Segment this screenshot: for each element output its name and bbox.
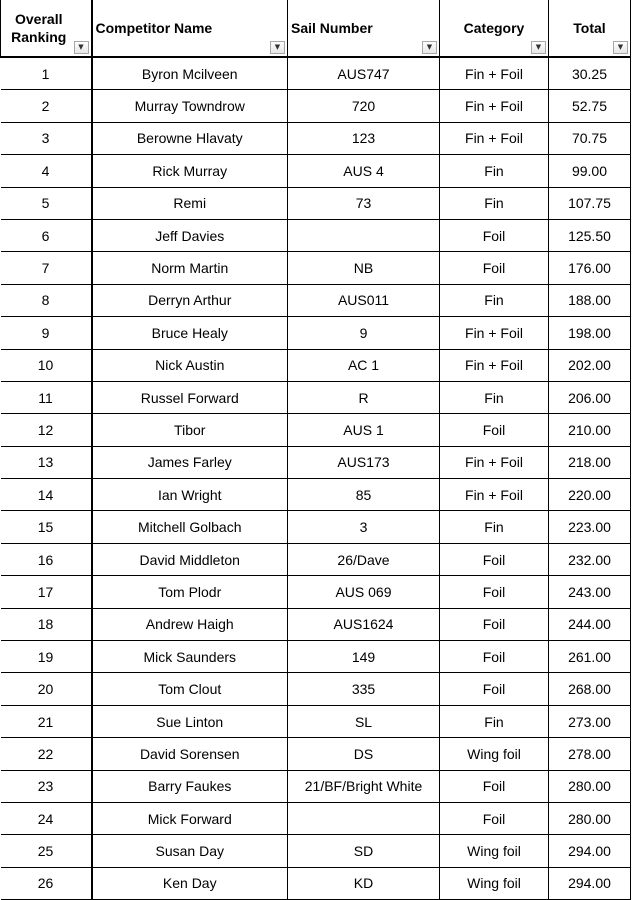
competitor-name-cell[interactable]: Ken Day (92, 867, 288, 899)
competitor-name-cell[interactable]: Mick Forward (92, 802, 288, 834)
competitor-name-cell[interactable]: Derryn Arthur (92, 284, 288, 316)
rank-cell[interactable]: 22 (1, 738, 92, 770)
table-row (1, 608, 631, 640)
category-cell[interactable]: Foil (440, 576, 549, 608)
table-row (1, 867, 631, 899)
competitor-name-cell[interactable]: Murray Towndrow (92, 90, 288, 122)
chevron-down-icon[interactable]: ▼ (422, 41, 437, 54)
category-cell[interactable]: Foil (440, 252, 549, 284)
category-cell[interactable]: Foil (440, 770, 549, 802)
sail-number-cell[interactable]: AUS 069 (288, 576, 440, 608)
header-row (1, 0, 631, 57)
category-cell[interactable]: Fin (440, 705, 549, 737)
table-row (1, 155, 631, 187)
category-cell[interactable]: Foil (440, 543, 549, 575)
competitor-name-cell[interactable]: Tom Clout (92, 673, 288, 705)
total-cell[interactable]: 294.00 (549, 835, 631, 867)
sail-number-cell[interactable]: 21/BF/Bright White (288, 770, 440, 802)
competitor-name-cell[interactable]: David Sorensen (92, 738, 288, 770)
category-cell[interactable]: Wing foil (440, 835, 549, 867)
table-row (1, 802, 631, 834)
rank-cell[interactable]: 23 (1, 770, 92, 802)
competitor-name-cell[interactable]: James Farley (92, 446, 288, 478)
category-cell[interactable]: Fin (440, 155, 549, 187)
table-row (1, 122, 631, 154)
rank-cell[interactable]: 24 (1, 802, 92, 834)
category-cell[interactable]: Fin + Foil (440, 446, 549, 478)
competitor-name-cell[interactable]: Mick Saunders (92, 641, 288, 673)
category-cell[interactable]: Fin + Foil (440, 479, 549, 511)
rank-cell[interactable]: 17 (1, 576, 92, 608)
rank-cell[interactable]: 7 (1, 252, 92, 284)
sail-number-cell[interactable]: AUS747 (288, 57, 440, 90)
sail-number-cell[interactable]: 73 (288, 187, 440, 219)
sail-number-cell[interactable]: 9 (288, 317, 440, 349)
total-cell[interactable]: 30.25 (549, 57, 631, 90)
table-row (1, 252, 631, 284)
rank-cell[interactable]: 14 (1, 479, 92, 511)
competitor-name-cell[interactable]: Remi (92, 187, 288, 219)
header-sail-number[interactable] (288, 0, 440, 57)
header-label: Total (573, 20, 606, 36)
competitor-name-cell[interactable]: Norm Martin (92, 252, 288, 284)
sail-number-cell[interactable]: AUS173 (288, 446, 440, 478)
header-total[interactable] (549, 0, 631, 57)
sail-number-cell[interactable]: 720 (288, 90, 440, 122)
competitor-name-cell[interactable]: Barry Faukes (92, 770, 288, 802)
sail-number-cell[interactable]: NB (288, 252, 440, 284)
sail-number-cell[interactable]: SD (288, 835, 440, 867)
competitor-name-cell[interactable]: Byron Mcilveen (92, 57, 288, 90)
rank-cell[interactable]: 11 (1, 381, 92, 413)
total-cell[interactable]: 220.00 (549, 479, 631, 511)
competitor-name-cell[interactable]: Sue Linton (92, 705, 288, 737)
rank-cell[interactable]: 5 (1, 187, 92, 219)
table-row (1, 317, 631, 349)
chevron-down-icon[interactable]: ▼ (531, 41, 546, 54)
sail-number-cell[interactable]: AUS1624 (288, 608, 440, 640)
sail-number-cell[interactable]: 26/Dave (288, 543, 440, 575)
table-row (1, 284, 631, 316)
category-cell[interactable]: Fin (440, 187, 549, 219)
rank-cell[interactable]: 10 (1, 349, 92, 381)
table-row (1, 673, 631, 705)
table-row (1, 835, 631, 867)
competitor-name-cell[interactable]: Tibor (92, 414, 288, 446)
rank-cell[interactable]: 25 (1, 835, 92, 867)
header-category[interactable] (440, 0, 549, 57)
sail-number-cell[interactable] (288, 802, 440, 834)
category-cell[interactable]: Foil (440, 414, 549, 446)
sail-number-cell[interactable]: AUS011 (288, 284, 440, 316)
rank-cell[interactable]: 4 (1, 155, 92, 187)
table-row (1, 738, 631, 770)
table-row (1, 187, 631, 219)
competitor-name-cell[interactable]: Berowne Hlavaty (92, 122, 288, 154)
category-cell[interactable]: Fin + Foil (440, 90, 549, 122)
sail-number-cell[interactable]: 3 (288, 511, 440, 543)
chevron-down-icon[interactable]: ▼ (613, 41, 628, 54)
category-cell[interactable]: Fin (440, 511, 549, 543)
sail-number-cell[interactable]: SL (288, 705, 440, 737)
total-cell[interactable]: 244.00 (549, 608, 631, 640)
total-cell[interactable]: 268.00 (549, 673, 631, 705)
table-row (1, 57, 631, 90)
category-cell[interactable]: Foil (440, 219, 549, 251)
rank-cell[interactable]: 3 (1, 122, 92, 154)
sail-number-cell[interactable]: AUS 1 (288, 414, 440, 446)
header-label: Overall Ranking (11, 11, 67, 45)
total-cell[interactable]: 70.75 (549, 122, 631, 154)
sail-number-cell[interactable]: 149 (288, 641, 440, 673)
sail-number-cell[interactable]: 123 (288, 122, 440, 154)
category-cell[interactable]: Fin + Foil (440, 57, 549, 90)
competitor-name-cell[interactable]: Russel Forward (92, 381, 288, 413)
total-cell[interactable]: 278.00 (549, 738, 631, 770)
competitor-name-cell[interactable]: Mitchell Golbach (92, 511, 288, 543)
total-cell[interactable]: 99.00 (549, 155, 631, 187)
header-label: Sail Number (291, 20, 373, 36)
competitor-name-cell[interactable]: Bruce Healy (92, 317, 288, 349)
rank-cell[interactable]: 21 (1, 705, 92, 737)
competitor-name-cell[interactable]: Rick Murray (92, 155, 288, 187)
competitor-name-cell[interactable]: Tom Plodr (92, 576, 288, 608)
total-cell[interactable]: 280.00 (549, 770, 631, 802)
category-cell[interactable]: Fin (440, 284, 549, 316)
total-cell[interactable]: 125.50 (549, 219, 631, 251)
table-row (1, 576, 631, 608)
category-cell[interactable]: Wing foil (440, 867, 549, 899)
rank-cell[interactable]: 12 (1, 414, 92, 446)
sail-number-cell[interactable]: DS (288, 738, 440, 770)
total-cell[interactable]: 107.75 (549, 187, 631, 219)
header-overall-ranking[interactable] (1, 0, 92, 57)
sail-number-cell[interactable]: KD (288, 867, 440, 899)
total-cell[interactable]: 273.00 (549, 705, 631, 737)
category-cell[interactable]: Fin + Foil (440, 317, 549, 349)
rank-cell[interactable]: 19 (1, 641, 92, 673)
total-cell[interactable]: 294.00 (549, 867, 631, 899)
category-cell[interactable]: Foil (440, 673, 549, 705)
rank-cell[interactable]: 20 (1, 673, 92, 705)
category-cell[interactable]: Wing foil (440, 738, 549, 770)
sail-number-cell[interactable] (288, 219, 440, 251)
sail-number-cell[interactable]: 335 (288, 673, 440, 705)
category-cell[interactable]: Fin + Foil (440, 349, 549, 381)
rank-cell[interactable]: 15 (1, 511, 92, 543)
total-cell[interactable]: 52.75 (549, 90, 631, 122)
category-cell[interactable]: Foil (440, 641, 549, 673)
rank-cell[interactable]: 13 (1, 446, 92, 478)
rank-cell[interactable]: 9 (1, 317, 92, 349)
sail-number-cell[interactable]: 85 (288, 479, 440, 511)
table-row (1, 705, 631, 737)
competitor-name-cell[interactable]: David Middleton (92, 543, 288, 575)
total-cell[interactable]: 223.00 (549, 511, 631, 543)
chevron-down-icon[interactable]: ▼ (270, 41, 285, 54)
table-row (1, 349, 631, 381)
sail-number-cell[interactable]: AC 1 (288, 349, 440, 381)
total-cell[interactable]: 176.00 (549, 252, 631, 284)
header-competitor-name[interactable] (92, 0, 288, 57)
rank-cell[interactable]: 8 (1, 284, 92, 316)
sail-number-cell[interactable]: R (288, 381, 440, 413)
competitor-name-cell[interactable]: Jeff Davies (92, 219, 288, 251)
category-cell[interactable]: Foil (440, 608, 549, 640)
table-row (1, 446, 631, 478)
table-row (1, 543, 631, 575)
total-cell[interactable]: 210.00 (549, 414, 631, 446)
sail-number-cell[interactable]: AUS 4 (288, 155, 440, 187)
total-cell[interactable]: 202.00 (549, 349, 631, 381)
total-cell[interactable]: 198.00 (549, 317, 631, 349)
rank-cell[interactable]: 6 (1, 219, 92, 251)
table-row (1, 770, 631, 802)
header-label: Category (463, 20, 525, 36)
header-label: Competitor Name (95, 20, 213, 36)
competitor-name-cell[interactable]: Andrew Haigh (92, 608, 288, 640)
table-row (1, 479, 631, 511)
table-row (1, 414, 631, 446)
category-cell[interactable]: Foil (440, 802, 549, 834)
table-row (1, 511, 631, 543)
rank-cell[interactable]: 16 (1, 543, 92, 575)
total-cell[interactable]: 188.00 (549, 284, 631, 316)
rank-cell[interactable]: 1 (1, 57, 92, 90)
total-cell[interactable]: 243.00 (549, 576, 631, 608)
total-cell[interactable]: 218.00 (549, 446, 631, 478)
table-row (1, 90, 631, 122)
table-row (1, 381, 631, 413)
competitor-name-cell[interactable]: Susan Day (92, 835, 288, 867)
competitor-name-cell[interactable]: Nick Austin (92, 349, 288, 381)
table-row (1, 219, 631, 251)
total-cell[interactable]: 232.00 (549, 543, 631, 575)
category-cell[interactable]: Fin (440, 381, 549, 413)
competitor-name-cell[interactable]: Ian Wright (92, 479, 288, 511)
total-cell[interactable]: 261.00 (549, 641, 631, 673)
total-cell[interactable]: 206.00 (549, 381, 631, 413)
table-row (1, 641, 631, 673)
rank-cell[interactable]: 2 (1, 90, 92, 122)
chevron-down-icon[interactable]: ▼ (74, 41, 89, 54)
rank-cell[interactable]: 18 (1, 608, 92, 640)
category-cell[interactable]: Fin + Foil (440, 122, 549, 154)
total-cell[interactable]: 280.00 (549, 802, 631, 834)
rank-cell[interactable]: 26 (1, 867, 92, 899)
